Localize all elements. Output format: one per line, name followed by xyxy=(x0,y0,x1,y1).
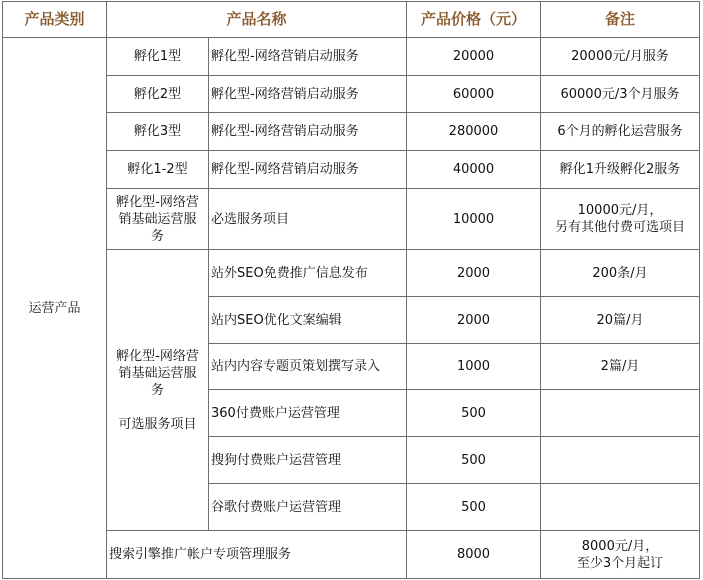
header-note: 备注 xyxy=(541,2,700,38)
required-group-cell xyxy=(107,189,209,250)
header-price: 产品价格（元） xyxy=(407,2,541,38)
price-cell: 500 xyxy=(407,437,541,484)
note-cell: 60000元/3个月服务 xyxy=(541,76,700,113)
note-cell xyxy=(541,531,700,579)
table-row xyxy=(3,38,700,76)
subtype-cell: 孵化1型 xyxy=(107,38,209,76)
product-name-cell: 孵化型-网络营销启动服务 xyxy=(209,76,407,113)
required-service-row xyxy=(3,189,700,250)
price-cell: 2000 xyxy=(407,297,541,344)
header-product-name: 产品名称 xyxy=(107,2,407,38)
product-name-cell: 孵化型-网络营销启动服务 xyxy=(209,38,407,76)
product-name-cell: 必选服务项目 xyxy=(209,189,407,250)
price-cell: 40000 xyxy=(407,151,541,189)
search-service-row xyxy=(3,531,700,579)
note-line: 至少3个月起订 xyxy=(576,555,664,571)
optional-group-line: 可选服务项目 xyxy=(118,416,197,432)
optional-group-cell xyxy=(107,250,209,531)
required-group-line: 孵化型-网络营 xyxy=(116,194,199,210)
note-cell: 2篇/月 xyxy=(541,344,700,390)
note-cell: 孵化1升级孵化2服务 xyxy=(541,151,700,189)
optional-group-line: 销基础运营服 xyxy=(118,365,197,381)
note-cell xyxy=(541,484,700,531)
price-cell: 280000 xyxy=(407,113,541,151)
note-line: 8000元/月， xyxy=(581,538,659,554)
note-cell: 20000元/月服务 xyxy=(541,38,700,76)
note-line: 另有其他付费可选项目 xyxy=(554,220,685,235)
note-cell xyxy=(541,189,700,250)
optional-group-line: 孵化型-网络营 xyxy=(116,348,199,364)
required-group-line: 务 xyxy=(150,228,164,244)
optional-group-line: 务 xyxy=(150,382,164,398)
note-cell xyxy=(541,437,700,484)
product-name-cell: 站内内容专题页策划撰写录入 xyxy=(209,344,407,390)
product-name-cell: 孵化型-网络营销启动服务 xyxy=(209,151,407,189)
product-name-cell: 站外SEO免费推广信息发布 xyxy=(209,250,407,297)
subtype-cell: 孵化2型 xyxy=(107,76,209,113)
header-category: 产品类别 xyxy=(3,2,107,38)
table-row xyxy=(3,250,700,297)
subtype-cell: 孵化1-2型 xyxy=(107,151,209,189)
price-cell: 60000 xyxy=(407,76,541,113)
price-cell: 500 xyxy=(407,390,541,437)
table-row xyxy=(3,151,700,189)
price-cell: 10000 xyxy=(407,189,541,250)
spacer xyxy=(107,399,208,416)
note-cell: 20篇/月 xyxy=(541,297,700,344)
note-cell xyxy=(541,390,700,437)
product-name-cell: 谷歌付费账户运营管理 xyxy=(209,484,407,531)
note-line: 10000元/月， xyxy=(577,203,663,218)
price-cell: 2000 xyxy=(407,250,541,297)
price-cell: 500 xyxy=(407,484,541,531)
note-cell: 200条/月 xyxy=(541,250,700,297)
product-name-cell: 搜索引擎推广帐户专项管理服务 xyxy=(107,531,407,579)
price-cell: 8000 xyxy=(407,531,541,579)
required-group-line: 销基础运营服 xyxy=(118,211,197,227)
pricing-table xyxy=(2,1,700,579)
product-name-cell: 360付费账户运营管理 xyxy=(209,390,407,437)
header-row xyxy=(3,2,700,38)
table-row xyxy=(3,76,700,113)
price-cell: 20000 xyxy=(407,38,541,76)
table-row xyxy=(3,113,700,151)
price-cell: 1000 xyxy=(407,344,541,390)
category-cell: 运营产品 xyxy=(3,38,107,579)
subtype-cell: 孵化3型 xyxy=(107,113,209,151)
product-name-cell: 孵化型-网络营销启动服务 xyxy=(209,113,407,151)
note-cell: 6个月的孵化运营服务 xyxy=(541,113,700,151)
product-name-cell: 搜狗付费账户运营管理 xyxy=(209,437,407,484)
product-name-cell: 站内SEO优化文案编辑 xyxy=(209,297,407,344)
